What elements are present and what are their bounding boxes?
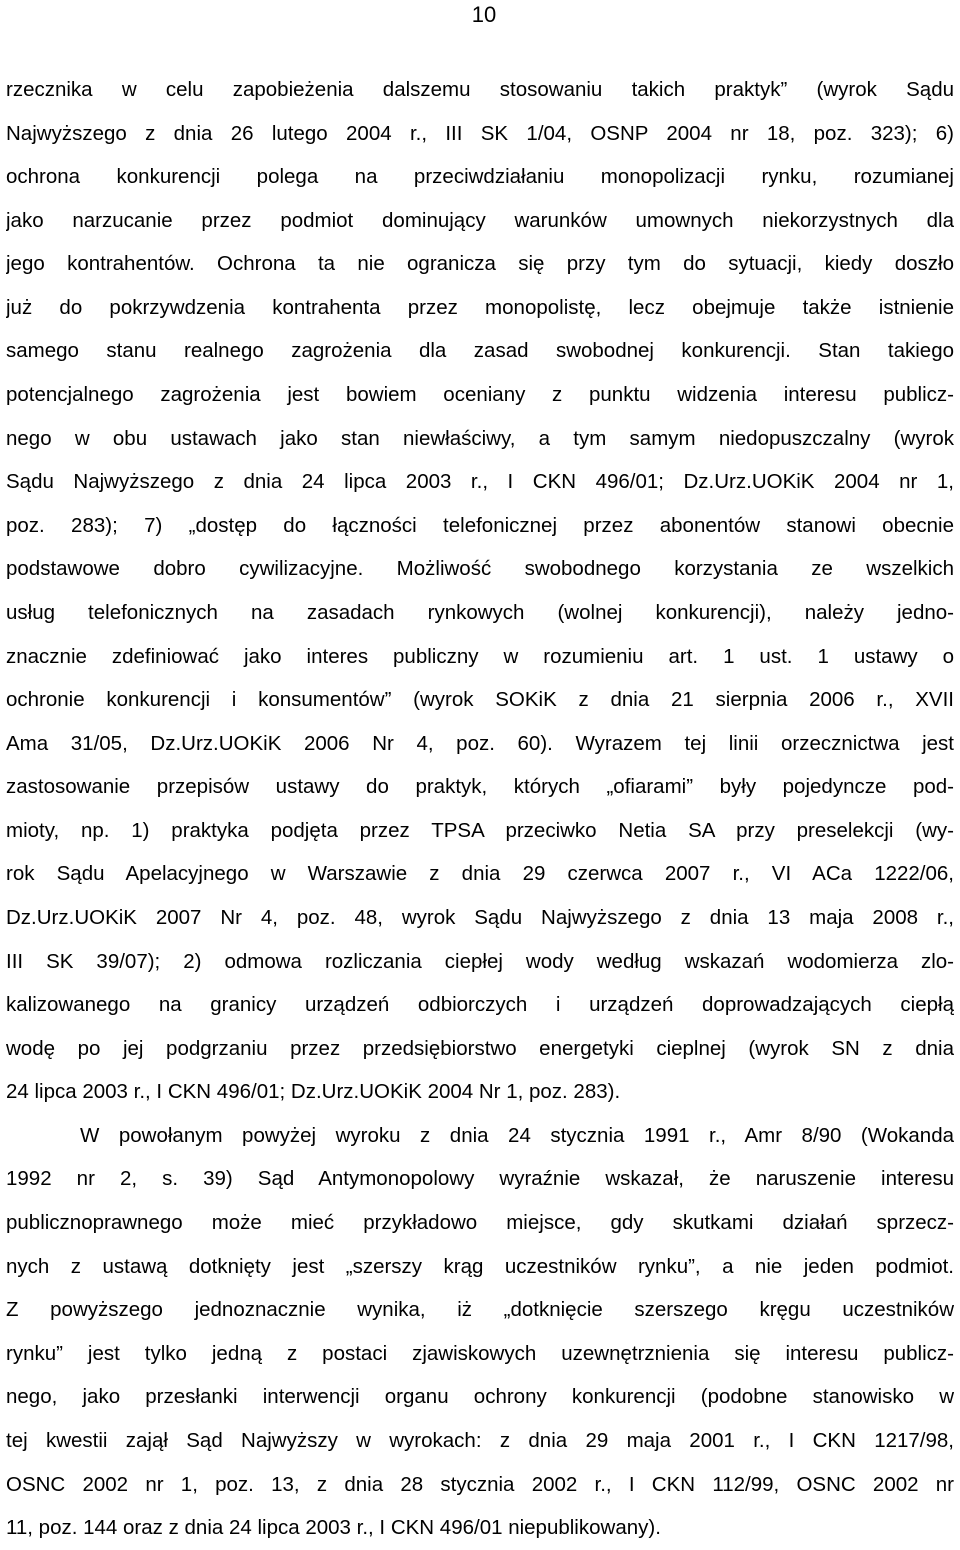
text-line: rzecznika w celu zapobieżenia dalszemu stosowaniu takich praktyk” (wyrok Sądu bbox=[6, 78, 954, 101]
page-number: 10 bbox=[471, 2, 497, 27]
text-line: nego, jako przesłanki interwencji organu ochrony konkurencji (podobne stanowisko w bbox=[6, 1385, 954, 1409]
text-line: III SK 39/07); 2) odmowa rozliczania ciepłej wody według wskazań wodomierza zlo- bbox=[6, 949, 954, 973]
text-line: usług telefonicznych na zasadach rynkowych (wolnej konkurencji), należy jedno- bbox=[6, 600, 954, 624]
text-line: już do pokrzywdzenia kontrahenta przez monopolistę, lecz obejmuje także istnienie bbox=[6, 295, 954, 319]
text-line: nych z ustawą dotknięty jest „szerszy krąg uczestników rynku”, a nie jeden podmiot. bbox=[6, 1254, 954, 1278]
text-line: 24 lipca 2003 r., I CKN 496/01; Dz.Urz.UOKiK 2004 Nr 1, poz. 283). bbox=[6, 1080, 621, 1104]
text-line: rok Sądu Apelacyjnego w Warszawie z dnia 29 czerwca 2007 r., VI ACa 1222/06, bbox=[6, 862, 954, 886]
text-line: kalizowanego na granicy urządzeń odbiorczych i urządzeń doprowadzających ciepłą bbox=[6, 993, 954, 1017]
text-line: poz. 283); 7) „dostęp do łączności telefonicznej przez abonentów stanowi obecnie bbox=[6, 513, 954, 537]
text-line: publicznoprawnego może mieć przykładowo miejsce, gdy skutkami działań sprzecz- bbox=[6, 1211, 954, 1235]
paragraph-2 bbox=[6, 1114, 954, 1550]
text-line: rynku” jest tylko jedną z postaci zjawiskowych uzewnętrznienia się interesu publicz- bbox=[6, 1341, 954, 1365]
text-line: samego stanu realnego zagrożenia dla zasad swobodnej konkurencji. Stan takiego bbox=[6, 339, 954, 363]
text-line: Ama 31/05, Dz.Urz.UOKiK 2006 Nr 4, poz. 60). Wyrazem tej linii orzecznictwa jest bbox=[6, 731, 954, 755]
document-body bbox=[6, 68, 954, 1550]
text-line: W powołanym powyżej wyroku z dnia 24 stycznia 1991 r., Amr 8/90 (Wokanda bbox=[80, 1123, 954, 1147]
text-line: jako narzucanie przez podmiot dominujący warunków umownych niekorzystnych dla bbox=[6, 208, 954, 232]
text-line: potencjalnego zagrożenia jest bowiem oceniany z punktu widzenia interesu publicz- bbox=[6, 383, 954, 407]
text-line: Sądu Najwyższego z dnia 24 lipca 2003 r., I CKN 496/01; Dz.Urz.UOKiK 2004 nr 1, bbox=[6, 470, 954, 494]
text-line: ochronie konkurencji i konsumentów” (wyrok SOKiK z dnia 21 sierpnia 2006 r., XVII bbox=[6, 688, 954, 712]
text-line: 1992 nr 2, s. 39) Sąd Antymonopolowy wyraźnie wskazał, że naruszenie interesu bbox=[6, 1167, 954, 1191]
text-line: Najwyższego z dnia 26 lutego 2004 r., III SK 1/04, OSNP 2004 nr 18, poz. 323); 6) bbox=[6, 121, 954, 145]
text-line: wodę po jej podgrzaniu przez przedsiębiorstwo energetyki cieplnej (wyrok SN z dnia bbox=[6, 1036, 954, 1060]
text-line: mioty, np. 1) praktyka podjęta przez TPSA przeciwko Netia SA przy preselekcji (wy- bbox=[6, 818, 954, 842]
text-line: Z powyższego jednoznacznie wynika, iż „dotknięcie szerszego kręgu uczestników bbox=[6, 1298, 954, 1322]
text-line: Dz.Urz.UOKiK 2007 Nr 4, poz. 48, wyrok Sądu Najwyższego z dnia 13 maja 2008 r., bbox=[6, 905, 954, 929]
text-line: 11, poz. 144 oraz z dnia 24 lipca 2003 r., I CKN 496/01 niepublikowany). bbox=[6, 1516, 661, 1540]
text-line: nego w obu ustawach jako stan niewłaściwy, a tym samym niedopuszczalny (wyrok bbox=[6, 426, 954, 450]
text-line: znacznie zdefiniować jako interes publiczny w rozumieniu art. 1 ust. 1 ustawy o bbox=[6, 644, 954, 668]
text-line: zastosowanie przepisów ustawy do praktyk, których „ofiarami” były pojedyncze pod- bbox=[6, 775, 954, 799]
text-line: ochrona konkurencji polega na przeciwdziałaniu monopolizacji rynku, rozumianej bbox=[6, 165, 954, 189]
text-line: podstawowe dobro cywilizacyjne. Możliwość swobodnego korzystania ze wszelkich bbox=[6, 557, 954, 581]
text-line: tej kwestii zajął Sąd Najwyższy w wyrokach: z dnia 29 maja 2001 r., I CKN 1217/98, bbox=[6, 1428, 954, 1452]
text-line: OSNC 2002 nr 1, poz. 13, z dnia 28 stycznia 2002 r., I CKN 112/99, OSNC 2002 nr bbox=[6, 1472, 954, 1496]
text-line: jego kontrahentów. Ochrona ta nie ogranicza się przy tym do sytuacji, kiedy doszło bbox=[6, 252, 954, 276]
paragraph-1 bbox=[6, 68, 954, 1114]
